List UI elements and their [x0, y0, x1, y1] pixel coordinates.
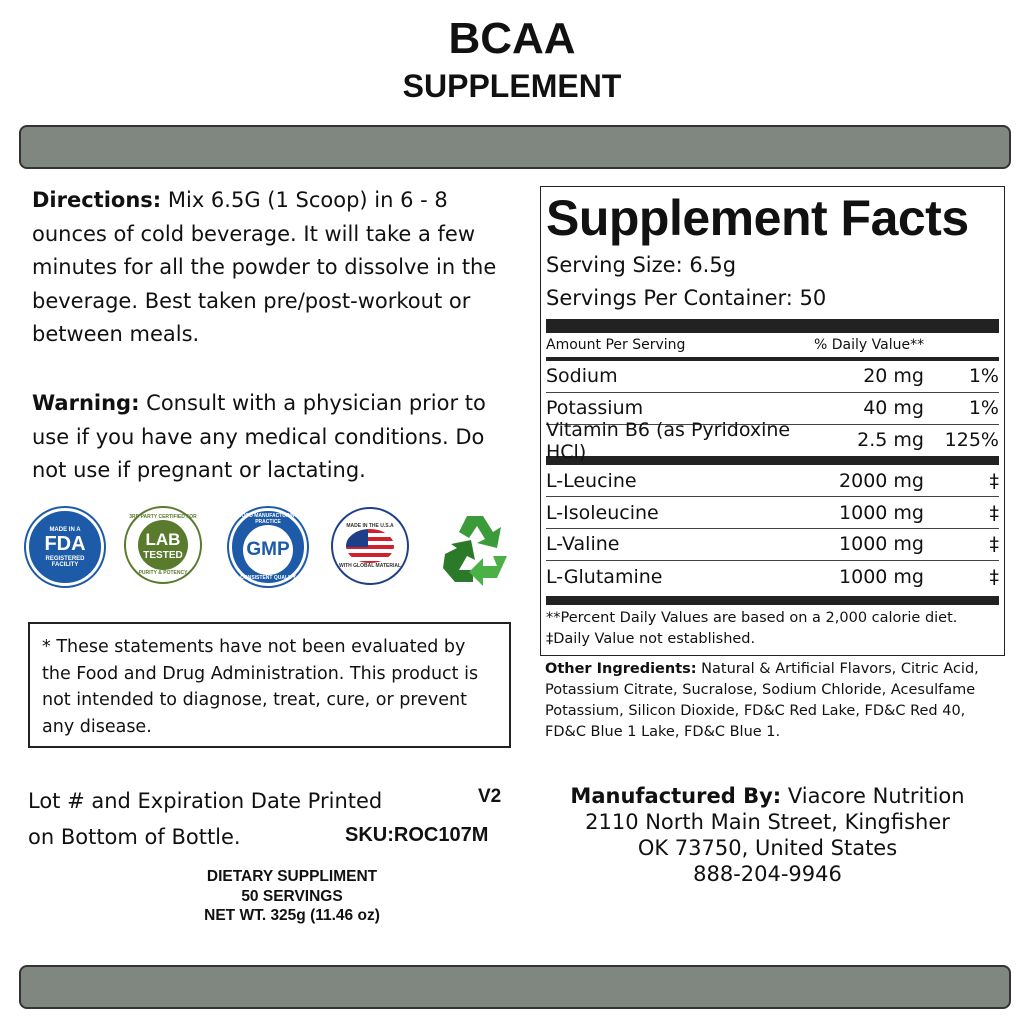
facts-dv: 1% [968, 397, 999, 420]
fda-badge-icon: MADE IN A FDA REGISTERED FACILITY [26, 508, 104, 586]
facts-dv: 1% [968, 365, 999, 388]
facts-name: Vitamin B6 (as Pyridoxine HCl) [546, 418, 791, 463]
facts-row [546, 529, 999, 561]
facts-amount: 1000 mg [839, 565, 924, 588]
fda-disclaimer-box: * These statements have not been evaluated by the Food and Drug Administration. This product is not intended to diagnose, treat, cure, or prevent any disease. [28, 622, 511, 748]
facts-amount: 2.5 mg [857, 429, 924, 452]
product-title: BCAA [448, 14, 576, 63]
col-dv: % Daily Value** [814, 337, 925, 353]
gmp-badge-icon: GOOD MANUFACTURING PRACTICE GMP CONSISTENT QUALITY [229, 508, 307, 586]
facts-row [546, 418, 999, 463]
other-ingredients: Other Ingredients: Natural & Artificial Flavors, Citric Acid, Potassium Citrate, Sucralose, Sodium Chloride, Acesulfame Potassium, Silicon Dioxide, FD&C Red Lake, FD&C Red 40, FD&C Blue 1 Lake, FD&C Blue 1. [545, 661, 979, 740]
facts-dv: ‡ [989, 533, 999, 556]
facts-amount: 1000 mg [839, 533, 924, 556]
supplement-facts-panel [540, 186, 1005, 656]
sku: SKU:ROC107M [345, 824, 489, 846]
recycle-icon [437, 510, 513, 586]
facts-name: L-Leucine [546, 469, 637, 492]
serving-size: Serving Size: 6.5g [546, 253, 737, 277]
facts-name: L-Glutamine [546, 565, 663, 588]
bottom-band [19, 965, 1011, 1009]
directions [32, 184, 522, 352]
facts-row [546, 497, 999, 529]
directions-text: Mix 6.5G (1 Scoop) in 6 - 8 ounces of cold beverage. It will take a few minutes for all the powder to dissolve in the beverage. Best taken pre/post-workout or between meals. [32, 188, 497, 347]
directions-label: Directions: [32, 188, 162, 212]
facts-amount: 20 mg [863, 365, 924, 388]
warning [32, 387, 522, 488]
facts-dv: ‡ [989, 469, 999, 492]
facts-amount: 40 mg [863, 397, 924, 420]
facts-dv: ‡ [989, 565, 999, 588]
lab-tested-badge-icon: 3RD PARTY CERTIFIED FOR LAB TESTED PURITY & POTENCY [124, 506, 202, 584]
col-amount: Amount Per Serving [546, 337, 686, 353]
facts-name: L-Valine [546, 533, 620, 556]
facts-amount: 2000 mg [839, 469, 924, 492]
facts-header [546, 333, 999, 361]
version: V2 [478, 786, 502, 807]
footnote-not-established: ‡Daily Value not established. [546, 630, 756, 647]
product-subtitle: SUPPLEMENT [402, 68, 622, 104]
facts-title: Supplement Facts [546, 190, 969, 246]
dietary-info: DIETARY SUPPLIMENT 50 SERVINGS NET WT. 325g (11.46 oz) [204, 868, 380, 924]
facts-dv: ‡ [989, 501, 999, 524]
facts-dv: 125% [944, 429, 999, 452]
top-band [19, 125, 1011, 169]
divider [546, 319, 999, 333]
warning-label: Warning: [32, 391, 140, 415]
footnote-dv: **Percent Daily Values are based on a 2,000 calorie diet. [546, 609, 958, 626]
facts-name: Sodium [546, 365, 618, 388]
lot-info: Lot # and Expiration Date Printed on Bottom of Bottle. [28, 789, 383, 849]
made-in-usa-badge-icon: MADE IN THE U.S.A WITH GLOBAL MATERIAL [331, 507, 409, 585]
facts-name: Potassium [546, 397, 644, 420]
warning-text: Consult with a physician prior to use if you have any medical conditions. Do not use if pregnant or lactating. [32, 391, 486, 483]
facts-amount: 1000 mg [839, 501, 924, 524]
facts-row [546, 361, 999, 393]
divider [546, 596, 999, 605]
manufacturer-info: Manufactured By: Viacore Nutrition 2110 North Main Street, Kingfisher OK 73750, United States 888-204-9946 [570, 784, 965, 886]
servings-per-container: Servings Per Container: 50 [546, 286, 827, 310]
facts-row [546, 561, 999, 593]
facts-name: L-Isoleucine [546, 501, 659, 524]
facts-row [546, 465, 999, 497]
